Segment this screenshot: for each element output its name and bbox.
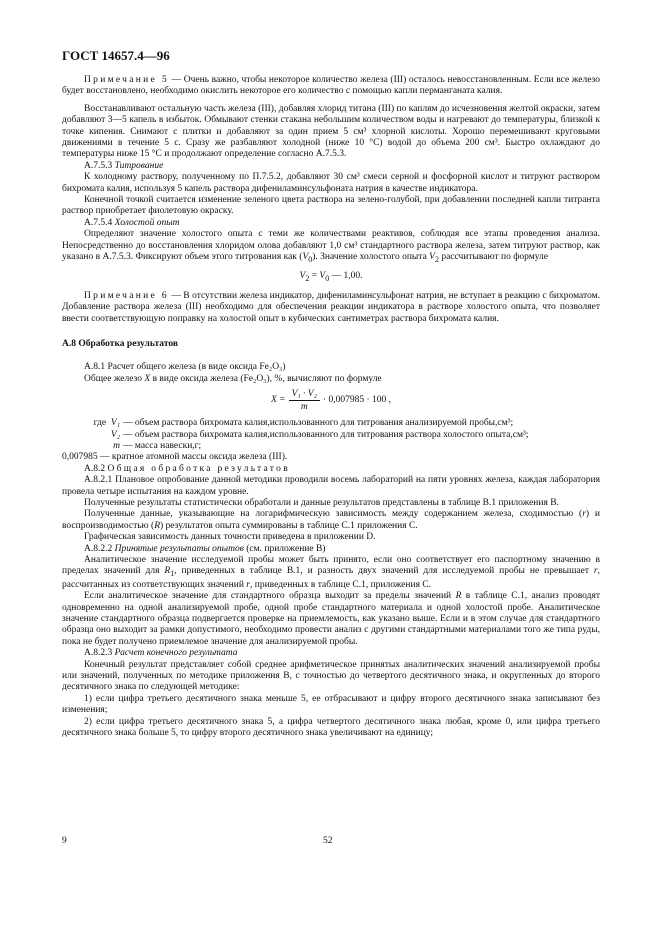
paragraph-a821-graph: Графическая зависимость данных точности приведена в приложении D. bbox=[84, 532, 376, 543]
heading-a82: А.8.2 Общая обработка результатов bbox=[84, 463, 290, 474]
heading-a753-title: Титрование bbox=[114, 160, 164, 171]
heading-a754-title: Холостой опыт bbox=[114, 217, 180, 228]
note-6-label: Примечание 6 bbox=[84, 290, 169, 301]
definition-v1: где V₁ — объем раствора бихромата калия,использованного для титрования анализируемой пробы,см³; bbox=[93, 418, 514, 429]
list-item-rounding-1: 1) если цифра третьего десятичного знака меньше 5, ее отбрасывают и цифру второго десятичного знака записывают без изменения; bbox=[62, 693, 600, 716]
note-5 bbox=[62, 75, 600, 98]
paragraph-endpoint: Конечной точкой считается изменение зеленого цвета раствора на зелено-голубой, при добавлении последней капли титранта раствор приобретает фиолетовую окраску. bbox=[62, 195, 600, 217]
note-6 bbox=[62, 291, 600, 325]
formula-lhs: X = bbox=[270, 394, 286, 405]
formula-denominator: m bbox=[300, 402, 308, 413]
page-footer bbox=[62, 836, 600, 848]
symbol-v0: $V_0$ bbox=[302, 252, 313, 264]
paragraph-a823-final: Конечный результат представляет собой среднее арифметическое принятых аналитических значений анализируемой пробы или значений, полученных по методике приложения В, с точностью до четвертого десятичного знака, и округленных до второго десятичного знака по следующей методике: bbox=[62, 659, 600, 693]
heading-a753-num: А.7.5.3 bbox=[84, 160, 113, 171]
list-item-rounding-2: 2) если цифра третьего десятичного знака 5, а цифра четвертого десятичного знака любая, кроме 0, или цифра третьего десятичного знака больше 5, то цифру второго десятичного знака увеличивают на единицу; bbox=[62, 716, 600, 738]
symbol-v2: $V_2$ bbox=[429, 252, 439, 264]
paragraph-a822-standard: Если аналитическое значение для стандартного образца выходит за пределы значений R в таблице С.1, анализ проводят одновременно на одной анализируемой пробе, одной пробе стандартного материала и одной холостой пробе. Аналитическое значение стандартного образца подвергается проверке на приемлемость, как указано выше. Если и в этом случае для стандартного образца оно выходит за рамки допустимого, необходимо провести анализ с другими стандартными материалами того же типа руды, пока не будет получено приемлемое значение для анализируемой пробы. bbox=[62, 591, 600, 647]
definition-v2: V₂ — объем раствора бихромата калия,использованного для титрования раствора холостого опыта,см³; bbox=[110, 429, 529, 440]
definition-m: m — масса навески,г; bbox=[113, 440, 202, 451]
heading-a754 bbox=[62, 218, 600, 229]
footer-sheet-number: 9 bbox=[62, 836, 67, 846]
paragraph-a81: А.8.1 Расчет общего железа (в виде оксида Fe₂O₃) bbox=[84, 362, 286, 373]
formula-blank: $V_2 = V_0$ — 1,00. bbox=[299, 271, 363, 284]
note-5-label: Примечание 5 bbox=[84, 75, 170, 85]
heading-a823: А.8.2.3 Расчет конечного результата bbox=[84, 648, 238, 659]
heading-a754-num: А.7.5.4 bbox=[84, 217, 113, 228]
paragraph-a821-results: Полученные результаты статистически обработали и данные результатов представлены в таблице В.1 приложения В. bbox=[84, 497, 559, 508]
formula-fraction bbox=[289, 388, 320, 413]
formula-numerator: V₁ · V₂ bbox=[289, 388, 320, 401]
paragraph-a821-log: Полученные данные, указывающие на логарифмическую зависимость между содержанием железа, сходимостью (r) и воспроизводимостью (R) результатов опыта суммированы в таблице С.1 приложения С. bbox=[62, 509, 600, 531]
formula-rhs: · 0,007985 · 100 , bbox=[322, 394, 391, 405]
paragraph-a81-formula-intro: Общее железо X в виде оксида железа (Fe₂O₃), %, вычисляют по формуле bbox=[84, 373, 382, 384]
footer-page-number: 52 bbox=[323, 836, 333, 846]
note-6-text: — В отсутствии железа индикатор, дифениламинсульфонат натрия, не вступает в реакцию с бихроматом. Добавление раствора железа (III) необходимо для обеспечения реакции индикатора в растворе холостого опыта, что позволяет ввести соответствующую поправку на холостой опыт в кубических сантиметрах раствора бихромата калия. bbox=[62, 290, 600, 324]
paragraph-a821: А.8.2.1 Плановое опробование данной методики проводили восемь лабораторий на пяти уровнях железа, каждая лаборатория провела четыре испытания на каждом уровне. bbox=[62, 475, 600, 497]
definitions-list bbox=[62, 418, 600, 464]
heading-a822: А.8.2.2 Принятые результаты опытов (см. приложение В) bbox=[84, 543, 326, 554]
paragraph-reduction: Восстанавливают остальную часть железа (III), добавляя хлорид титана (III) по каплям до исчезновения желтой окраски, затем добавляют 3—5 капель в избыток. Обмывают стенки стакана небольшим количеством воды и нагревают до температуры, близкой к точке кипения. Снимают с плитки и добавляют за один прием 5 см³ хлорной кислоты. Хорошо перемешивают круговыми движениями в течение 5 с. Сразу же разбавляют холодной (ниже 10 °С) водой до объема 200 см³. Быстро охлаждают до температуры ниже 15 °С и продолжают определение согласно А.7.5.3. bbox=[62, 103, 600, 160]
note-5-text: — Очень важно, чтобы некоторое количество железа (III) осталось невосстановленным. Если все железо будет восстановлено, необходимо окислить некоторое его количество с помощью капли перманганата калия. bbox=[62, 75, 600, 97]
definition-constant: 0,007985 — кратное атомной массы оксида железа (III). bbox=[62, 452, 288, 463]
section-heading-a8: А.8 Обработка результатов bbox=[62, 338, 178, 349]
paragraph-a822-acceptance: Аналитическое значение исследуемой пробы может быть принято, если оно соответствует его паспортному значению в пределах значений для $R_1$, приведенных в таблице В.1, и разность двух значений для исследуемой пробы не превышает r, рассчитанных из соответствующих значений r, приведенных в таблице С.1, приложения С. bbox=[62, 555, 600, 590]
heading-a753 bbox=[62, 161, 600, 172]
paragraph-blank: Определяют значение холостого опыта с теми же количествами реактивов, соблюдая все этапы проведения анализа. Непосредственно до восстановления хлоридом олова добавляют 1,0 см³ стандартного раствора железа, затем титруют раствор, как указано в А.7.5.3. Фиксируют объем этого титрования как $(V_0)$. Значение холостого опыта $V_2$ рассчитывают по формуле bbox=[62, 229, 600, 264]
document-header: ГОСТ 14657.4—96 bbox=[62, 48, 170, 63]
formula-total-iron bbox=[62, 388, 600, 413]
paragraph-titration: К холодному раствору, полученному по П.7.5.2, добавляют 30 см³ смеси серной и фосфорной кислот и титруют раствором бихромата калия, используя 5 капель раствора дифениламинсульфоната натрия в качестве индикатора. bbox=[62, 172, 600, 194]
document-page bbox=[62, 48, 600, 739]
